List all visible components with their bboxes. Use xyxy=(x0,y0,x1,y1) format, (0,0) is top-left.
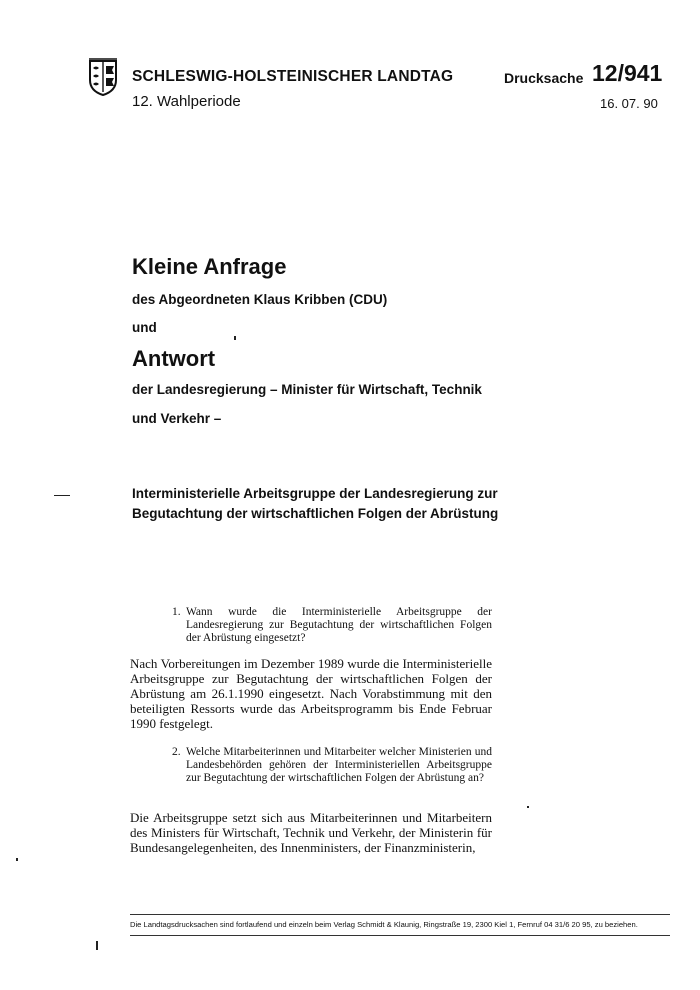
question-text: Welche Mitarbeiterinnen und Mitarbeiter welcher Ministerien und Landesbehörden gehören der Interministeriellen Arbeitsgruppe zur Begutachtung der wirtschaftlichen Folgen der Abrüstung an? xyxy=(186,746,492,784)
question-number: 1. xyxy=(172,606,181,618)
question-2 xyxy=(172,746,492,785)
footer-rule-top xyxy=(130,914,670,915)
question-text: Wann wurde die Interministerielle Arbeitsgruppe der Landesregierung zur Begutachtung der wirtschaftlichen Folgen der Abrüstung eingesetzt? xyxy=(186,606,492,644)
scan-speck xyxy=(16,858,18,861)
scan-speck xyxy=(234,336,236,340)
footer-rule-bottom xyxy=(130,935,670,936)
inquiry-conjunction: und xyxy=(132,320,157,335)
subject-title: Interministerielle Arbeitsgruppe der Landesregierung zur Begutachtung der wirtschaftlichen Folgen der Abrüstung xyxy=(132,486,499,521)
inquiry-member: des Abgeordneten Klaus Kribben (CDU) xyxy=(132,292,388,307)
government-line-1: der Landesregierung – Minister für Wirtschaft, Technik xyxy=(132,382,482,397)
question-1 xyxy=(172,606,492,645)
scan-speck xyxy=(527,806,529,808)
answer-heading: Antwort xyxy=(132,346,216,371)
document-date: 16. 07. 90 xyxy=(600,96,658,111)
coat-of-arms-icon xyxy=(88,58,118,96)
answer-2: Die Arbeitsgruppe setzt sich aus Mitarbeiterinnen und Mitarbeitern des Ministers für Wirtschaft, Technik und Verkehr, der Ministerin für Bundesangelegenheiten, des Innenministers, der Finanzministerin, xyxy=(130,810,492,855)
question-number: 2. xyxy=(172,746,181,758)
answer-1: Nach Vorbereitungen im Dezember 1989 wurde die Interministerielle Arbeitsgruppe zur Begutachtung der wirtschaftlichen Folgen der Abrüstung am 26.1.1990 eingesetzt. Nach Vorabstimmung mit den beteiligten Ressorts wurde das Arbeitsprogramm bis Ende Februar 1990 festgelegt. xyxy=(130,656,492,731)
document-label: Drucksache xyxy=(504,70,584,86)
margin-mark xyxy=(54,495,70,496)
parliament-name: SCHLESWIG-HOLSTEINISCHER LANDTAG xyxy=(132,68,454,85)
government-line-2: und Verkehr – xyxy=(132,411,222,426)
legislative-period: 12. Wahlperiode xyxy=(132,93,241,110)
document-number: 12/941 xyxy=(592,60,663,86)
scan-speck xyxy=(96,941,98,950)
inquiry-heading: Kleine Anfrage xyxy=(132,254,287,279)
footer-note: Die Landtagsdrucksachen sind fortlaufend und einzeln beim Verlag Schmidt & Klaunig, Ringstraße 19, 2300 Kiel 1, Fernruf 04 31/6 20 95, zu beziehen. xyxy=(130,920,638,929)
